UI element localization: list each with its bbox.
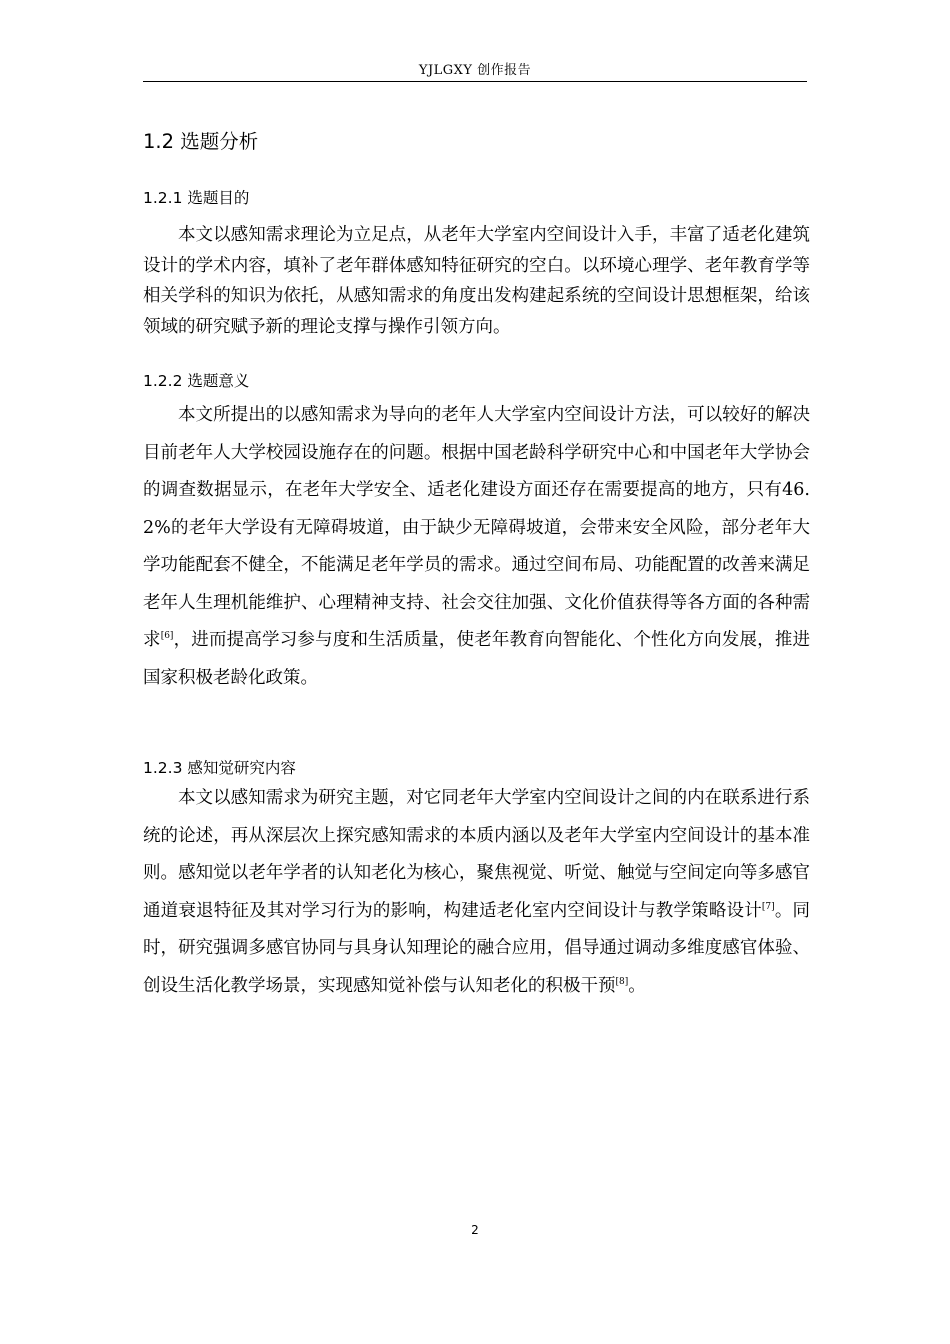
citation-marker: [8] xyxy=(615,976,629,987)
page-number: 2 xyxy=(471,1223,479,1237)
subsection-heading-purpose: 1.2.1 选题目的 xyxy=(143,189,250,207)
paragraph-text: ，进而提高学习参与度和生活质量，使老年教育向智能化、个性化方向发展，推进国家积极老龄化政策。 xyxy=(143,630,811,688)
subsection-heading-significance: 1.2.2 选题意义 xyxy=(143,372,250,390)
citation-marker: [6] xyxy=(160,631,174,641)
paragraph-research-content xyxy=(143,780,810,1005)
section-heading: 1.2 选题分析 xyxy=(143,130,259,153)
paragraph-text: 。同时，研究强调多感官协同与具身认知理论的融合应用，倡导通过调动多维度感官体验、创设生活化教学场景，实现感知觉补偿与认知老化的积极干预 xyxy=(143,900,811,996)
paragraph-text: 。 xyxy=(628,975,646,996)
paragraph-purpose: 本文以感知需求理论为立足点，从老年大学室内空间设计入手，丰富了适老化建筑设计的学术内容，填补了老年群体感知特征研究的空白。以环境心理学、老年教育学等相关学科的知识为依托，从感知需求的角度出发构建起系统的空间设计思想框架，给该领域的研究赋予新的理论支撑与操作引领方向。 xyxy=(143,225,810,337)
paragraph-text: 本文以感知需求为研究主题，对它同老年大学室内空间设计之间的内在联系进行系统的论述，再从深层次上探究感知需求的本质内涵以及老年大学室内空间设计的基本准则。感知觉以老年学者的认知老化为核心，聚焦视觉、听觉、触觉与空间定向等多感官通道衰退特征及其对学习行为的影响，构建适老化室内空间设计与教学策略设计 xyxy=(143,788,810,921)
paragraph-significance xyxy=(143,397,810,697)
header-rule xyxy=(143,81,807,82)
running-header: YJLGXY 创作报告 xyxy=(418,63,532,78)
subsection-heading-research-content: 1.2.3 感知觉研究内容 xyxy=(143,759,296,777)
citation-marker: [7] xyxy=(761,901,775,912)
paragraph-text: 本文所提出的以感知需求为导向的老年人大学室内空间设计方法，可以较好的解决目前老年人大学校园设施存在的问题。根据中国老龄科学研究中心和中国老年大学协会的调查数据显示，在老年大学安全、适老化建设方面还存在需要提高的地方，只有46.2%的老年大学设有无障碍坡道，由于缺少无障碍坡道，会带来安全风险，部分老年大学功能配套不健全，不能满足老年学员的需求。通过空间布局、功能配置的改善来满足老年人生理机能维护、心理精神支持、社会交往加强、文化价值获得等各方面的各种需求 xyxy=(143,405,810,650)
